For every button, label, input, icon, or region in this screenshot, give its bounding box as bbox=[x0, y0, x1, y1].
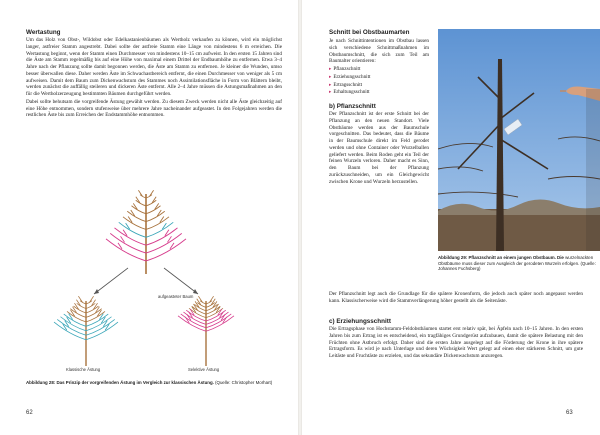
caption-text: Abbildung 29: Pflanzschnitt an einem jungen Obstbaum. Die bbox=[438, 255, 564, 260]
branch-line bbox=[77, 303, 86, 308]
schnitt-column bbox=[329, 29, 429, 185]
page-number: 63 bbox=[566, 410, 573, 416]
pruning-diagram bbox=[36, 176, 256, 374]
subsection-heading: c) Erziehungsschnitt bbox=[329, 318, 391, 325]
branch-line bbox=[86, 306, 99, 313]
photo-image bbox=[438, 29, 600, 251]
branch-line bbox=[206, 310, 226, 321]
branch-line bbox=[140, 195, 146, 198]
branch-line bbox=[146, 222, 173, 237]
photo-caption bbox=[438, 255, 596, 272]
arrow-bullet-icon: ▸ bbox=[329, 90, 332, 96]
branch-line bbox=[74, 306, 87, 313]
branch-line bbox=[132, 206, 147, 214]
body-paragraph: Dabei sollte behutsam die vorgreifende Ästung gewählt werden. Zu diesem Zweck werden nicht alle Äste gleichzeitig auf eine Höhe entnommen, sondern stufenweise über mehrere Jahre nacheinander aufgeastet. In den Folgejahren werden die restlichen Äste bis zum Erreichen der Endstammhöhe entnommen. bbox=[26, 98, 282, 119]
label-selektive-astung: Selektive Ästung bbox=[188, 367, 220, 372]
branch-line bbox=[146, 239, 186, 261]
caption-credit: (Quelle: Christopher Morhart) bbox=[215, 380, 273, 385]
branch-line bbox=[86, 317, 112, 331]
body-paragraph: Der Pflanzschnitt legt auch die Grundlage für die spätere Kronenform, die jedoch auch später noch angepasst werden kann. Klassischerweise wird die Stammverlängerung höher gestellt als die Seitenäste. bbox=[329, 291, 583, 304]
branch-line bbox=[61, 317, 87, 331]
subsection-heading: b) Pflanzschnitt bbox=[329, 103, 376, 110]
wertastung-section bbox=[26, 29, 282, 119]
list-item: ▸ Ertragsschnitt bbox=[329, 81, 363, 88]
branch-line bbox=[86, 301, 92, 304]
branch-line bbox=[146, 195, 152, 198]
branch-line bbox=[146, 206, 161, 214]
erziehungsschnitt-section bbox=[329, 318, 583, 360]
list-item: ▸ Erhaltungsschnitt bbox=[329, 89, 370, 96]
photo-pflanzschnitt bbox=[438, 29, 600, 251]
arrow-bullet-icon: ▸ bbox=[329, 67, 332, 72]
branch-line bbox=[80, 301, 86, 304]
caption-text-rest: wurzelnackten Obstbäume muss dieser zum Ausgleich der gerodeten Wurzeln erfolgen. (Quelle: Johannes Fuchsberg) bbox=[438, 255, 596, 272]
figure-caption bbox=[26, 380, 276, 386]
list-item: ▸ Erziehungsschnitt bbox=[329, 73, 371, 80]
arrow-bullet-icon: ▸ bbox=[329, 74, 332, 80]
branch-line bbox=[146, 200, 156, 206]
label-klassische-astung: Klassische Ästung bbox=[66, 367, 101, 372]
branch-line bbox=[186, 310, 206, 321]
body-paragraph: Um das Holz von Obst-, Wildobst oder Edelkastanienbäumen als Wertholz verkaufen zu können, wird ein möglichst langer, astfreier Stamm angestrebt. Dabei sollte der astfreie Stamm eine Länge von mindestens 6 m erreichen. Die Wertastung beginnt, wenn der Stamm einen Durchmesser von mindestens 10–15 cm aufweist. In den ersten 15 Jahren sind die Äste am Stamm regelmäßig bis auf eine Höhe von maximal einem Drittel der Endbaumhöhe zu entfernen. Etwa 3–4 Jahre nach der Pflanzung sollte damit begonnen werden, die Äste am Stamm zu entfernen. Je kleiner die Wunden, umso besser überwallen diese. Daher werden Äste im Schwachastbereich entfernt, die einen Durchmesser von weniger als 5 cm aufweisen. Damit dem Baum zum Dickenwachstum des Stammes noch Assimilationsfläche in Form von Blättern bleibt, werden zunächst die auffällig steileren und dickeren Äste entfernt. Alle 2–4 Jahre müssen die Astungsmaßnahmen an den für die Wertholzerzeugung bestimmten Bäumen durchgeführt werden. bbox=[26, 37, 282, 97]
branch-line bbox=[200, 301, 206, 304]
branch-line bbox=[106, 239, 146, 261]
pruning-diagram-drawing bbox=[36, 176, 256, 374]
branch-line bbox=[119, 222, 146, 237]
body-paragraph: Die Ertragsphase von Hochstamm-Feldobstbäumen startet erst relativ spät, bei Äpfeln nach 10–15 Jahren. In den ersten Jahren bis zum Ertrag ist es entscheidend, ein tragfähiges Grundgerüst aufzubauen, damit die spätere Belastung mit den Früchten ohne Astbruch erfolgt. Daher sind die ersten Jahre ausgelegt auf die Förderung der Krone in ihre spätere Ertragsform. Es wird je nach Unterlage und deren Wüchsigkeit Wert gelegt auf einen eher stärkeren Schnitt, um gute Leitäste und Fruchtäste zu erzielen, und das sekundäre Dickenwachstum anzuregen. bbox=[329, 326, 583, 359]
intro-paragraph: Je nach Schnittintentionen im Obstbau lassen sich verschiedene Schnittmaßnahmen im Obstbaumschnitt, die sich zum Teil am Baumalter orientieren: bbox=[329, 38, 429, 65]
page-number: 62 bbox=[26, 410, 33, 416]
branch-line bbox=[136, 200, 146, 206]
section-heading: Schnitt bei Obstbaumarten bbox=[329, 29, 410, 36]
schnitt-list bbox=[329, 66, 429, 97]
branch-line bbox=[86, 303, 95, 308]
list-item: ▸ Pflanzschnitt bbox=[329, 66, 361, 72]
caption-text: Abbildung 28: Das Prinzip der vorgreifenden Ästung im Vergleich zur klassischen Ästung. bbox=[26, 380, 214, 385]
left-page bbox=[0, 0, 298, 435]
pflanzschnitt-continued bbox=[329, 291, 583, 305]
branch-line bbox=[206, 301, 212, 304]
body-paragraph: Der Pflanzschnitt ist der erste Schnitt bei der Pflanzung an den neuen Standort. Viele Obstbäume werden aus der Baumschule vorgeschnitten. Das bedeutet, dass die Bäume in der Baumschule direkt im Feld gerodet werden und ohne Container oder Wurzelballen geliefert werden. Beim Roden geht ein Teil der feinen Wurzeln verloren. Daher macht es Sinn, den Baum bei der Pflanzung zurückzuschneiden, um ein Gleichgewicht zwischen Krone und Wurzeln herzustellen. bbox=[329, 111, 429, 185]
right-page bbox=[302, 0, 600, 435]
label-aufgeasteter-baum: aufgeasteter Baum bbox=[158, 294, 194, 299]
arrow-bullet-icon: ▸ bbox=[329, 82, 332, 88]
section-heading: Wertastung bbox=[26, 29, 61, 36]
